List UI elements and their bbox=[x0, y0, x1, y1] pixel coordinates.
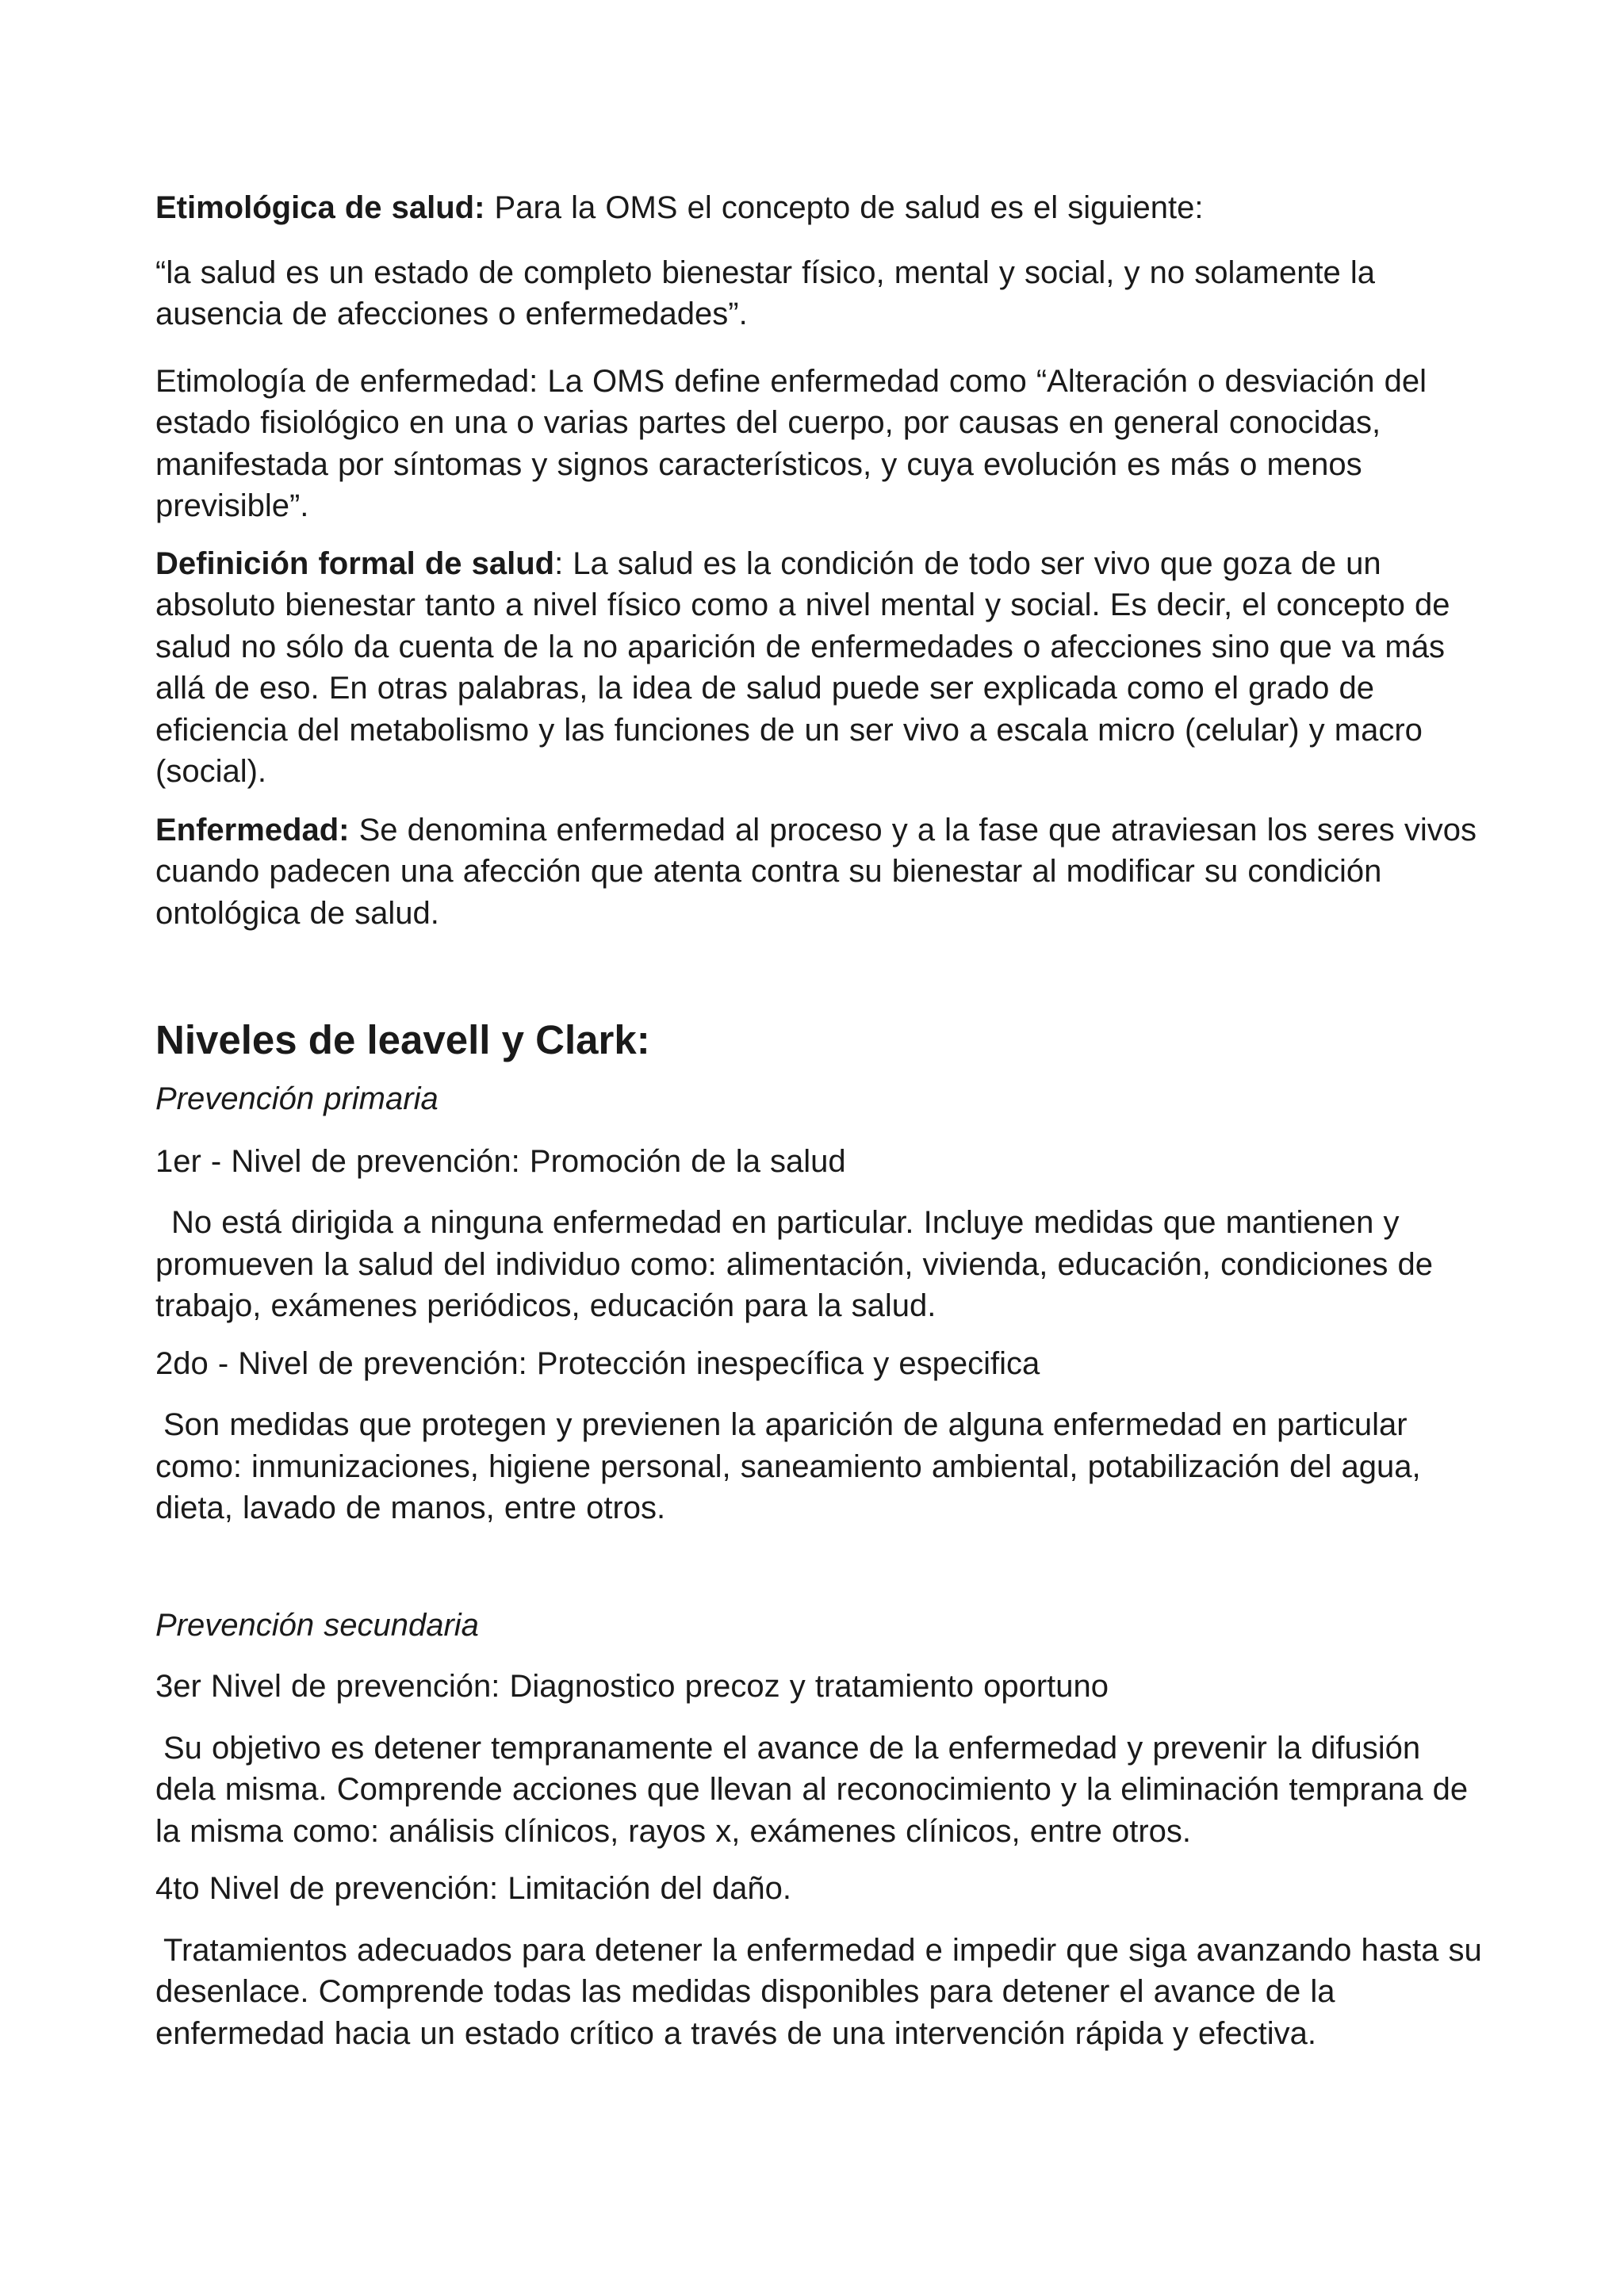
term-definicion-formal: Definición formal de salud bbox=[155, 545, 555, 581]
level-4-title: 4to Nivel de prevención: Limitación del daño. bbox=[155, 1871, 792, 1906]
level-3-title: 3er Nivel de prevención: Diagnostico precoz y tratamiento oportuno bbox=[155, 1669, 1109, 1704]
definition-text: : La salud es la condición de todo ser vivo que goza de un absoluto bienestar tanto a nivel físico como a nivel mental y social. Es decir, el concepto de salud no sólo da cuenta de la no aparición de enfermedades o afecciones sino que va más allá de eso. En otras palabras, la idea de salud puede ser explicada como el grado de eficiencia del metabolismo y las funciones de un ser vivo a escala micro (celular) y macro (social). bbox=[155, 545, 1450, 789]
document-page bbox=[155, 187, 1488, 2054]
section-heading: Niveles de leavell y Clark: bbox=[155, 1017, 650, 1062]
paragraph-enfermedad bbox=[155, 809, 1488, 935]
paragraph-definicion-formal bbox=[155, 543, 1488, 793]
level-3-text: Su objetivo es detener tempranamente el avance de la enfermedad y prevenir la difusión dela misma. Comprende acciones que llevan al reconocimiento y la eliminación temprana de la misma como: análisis clínicos, rayos x, exámenes clínicos, entre otros. bbox=[155, 1730, 1469, 1849]
subheading-prevencion-secundaria: Prevención secundaria bbox=[155, 1607, 479, 1643]
level-1-text: No está dirigida a ninguna enfermedad en particular. Incluye medidas que mantienen y promueven la salud del individuo como: alimentación, vivienda, educación, condiciones de trabajo, exámenes periódicos, educación para la salud. bbox=[155, 1205, 1433, 1323]
paragraph-oms-quote: “la salud es un estado de completo bienestar físico, mental y social, y no solamente la ausencia de afecciones o enfermedades”. bbox=[155, 254, 1376, 331]
paragraph-etimologica-salud bbox=[155, 187, 1488, 229]
definition-text: Se denomina enfermedad al proceso y a la fase que atraviesan los seres vivos cuando padecen una afección que atenta contra su bienestar al modificar su condición ontológica de salud. bbox=[155, 812, 1477, 931]
level-2-text: Son medidas que protegen y previenen la aparición de alguna enfermedad en particular como: inmunizaciones, higiene personal, saneamiento ambiental, potabilización del agua, dieta, lavado de manos, entre otros. bbox=[155, 1407, 1421, 1525]
definition-text: Para la OMS el concepto de salud es el siguiente: bbox=[485, 190, 1204, 225]
level-2-title: 2do - Nivel de prevención: Protección inespecífica y especifica bbox=[155, 1345, 1040, 1381]
level-1-title: 1er - Nivel de prevención: Promoción de la salud bbox=[155, 1143, 846, 1179]
level-4-text: Tratamientos adecuados para detener la enfermedad e impedir que siga avanzando hasta su desenlace. Comprende todas las medidas disponibles para detener el avance de la enfermedad hacia un estado crítico a través de una intervención rápida y efectiva. bbox=[155, 1932, 1482, 2051]
paragraph-etimologia-enfermedad: Etimología de enfermedad: La OMS define enfermedad como “Alteración o desviación del estado fisiológico en una o varias partes del cuerpo, por causas en general conocidas, manifestada por síntomas y signos característicos, y cuya evolución es más o menos previsible”. bbox=[155, 363, 1427, 523]
term-enfermedad: Enfermedad: bbox=[155, 812, 350, 848]
term-etimologica-salud: Etimológica de salud: bbox=[155, 190, 485, 225]
subheading-prevencion-primaria: Prevención primaria bbox=[155, 1081, 439, 1116]
